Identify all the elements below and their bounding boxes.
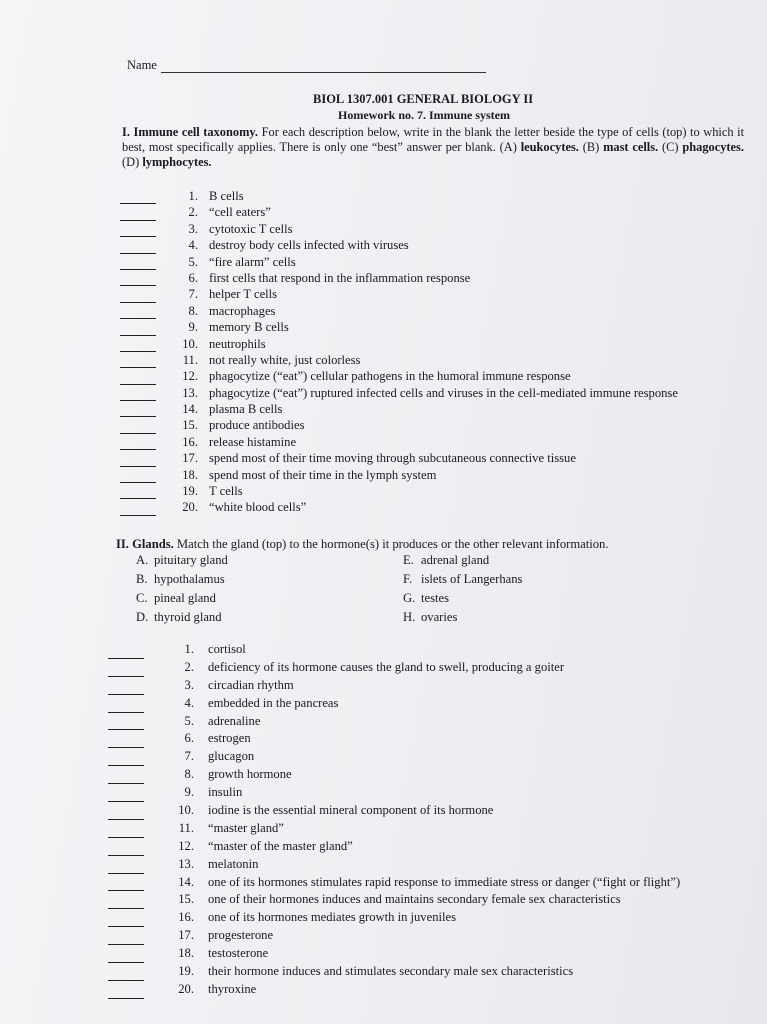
question-text: progesterone <box>208 928 274 943</box>
question-text: “master of the master gland” <box>208 838 353 853</box>
question-number: 11. <box>178 820 194 835</box>
section2-question-list <box>108 641 680 999</box>
question-number: 2. <box>184 659 194 674</box>
question-text: helper T cells <box>209 287 278 302</box>
gland-option <box>403 551 522 570</box>
question-number: 2. <box>188 205 198 220</box>
answer-blank[interactable] <box>120 210 156 221</box>
answer-blank[interactable] <box>120 292 156 303</box>
question-number: 5. <box>188 254 198 269</box>
question-row <box>108 820 680 838</box>
question-row <box>108 748 680 766</box>
question-text: spend most of their time moving through subcutaneous connective tissue <box>209 451 576 466</box>
question-text: plasma B cells <box>209 402 283 417</box>
question-number: 20. <box>182 500 198 515</box>
question-number: 18. <box>178 946 194 961</box>
answer-blank[interactable] <box>108 648 144 659</box>
question-row <box>120 385 678 401</box>
question-number: 12. <box>178 838 194 853</box>
question-row <box>120 368 678 384</box>
question-row <box>120 237 678 253</box>
question-text: iodine is the essential mineral component of its hormone <box>208 803 494 818</box>
question-row <box>120 303 678 319</box>
answer-blank[interactable] <box>108 880 144 891</box>
option-c: phagocytes. <box>682 140 744 154</box>
question-text: first cells that respond in the inflammation response <box>209 270 471 285</box>
question-row <box>108 838 680 856</box>
question-number: 16. <box>178 910 194 925</box>
answer-blank[interactable] <box>108 719 144 730</box>
option-c-letter: (C) <box>661 140 679 154</box>
answer-blank[interactable] <box>108 952 144 963</box>
answer-blank[interactable] <box>108 755 144 766</box>
question-text: phagocytize (“eat”) cellular pathogens in the humoral immune response <box>209 369 571 384</box>
question-number: 9. <box>188 320 198 335</box>
answer-blank[interactable] <box>120 374 156 385</box>
question-text: neutrophils <box>209 336 266 351</box>
glands-right-column <box>403 551 522 627</box>
question-number: 19. <box>182 484 198 499</box>
gland-letter: B. <box>136 572 148 586</box>
answer-blank[interactable] <box>108 773 144 784</box>
section1-question-list <box>120 188 678 516</box>
question-row <box>108 927 680 945</box>
gland-option <box>136 570 228 589</box>
gland-name: hypothalamus <box>154 572 225 586</box>
option-d: lymphocytes. <box>142 155 212 169</box>
question-row <box>120 434 678 450</box>
answer-blank[interactable] <box>108 702 144 713</box>
question-row <box>120 221 678 237</box>
gland-option <box>403 570 522 589</box>
question-number: 4. <box>184 695 194 710</box>
question-text: one of its hormones stimulates rapid response to immediate stress or danger (“fight or flight”) <box>208 874 681 889</box>
question-row <box>108 659 680 677</box>
gland-letter: G. <box>403 591 416 605</box>
question-text: growth hormone <box>208 767 292 782</box>
question-row <box>120 450 678 466</box>
question-row <box>108 677 680 695</box>
answer-blank[interactable] <box>108 684 144 695</box>
question-number: 7. <box>188 287 198 302</box>
answer-blank[interactable] <box>120 341 156 352</box>
gland-name: pineal gland <box>154 591 216 605</box>
question-number: 6. <box>188 270 198 285</box>
option-b-letter: (B) <box>582 140 600 154</box>
question-row <box>108 909 680 927</box>
question-text: thyroxine <box>208 981 257 996</box>
answer-blank[interactable] <box>120 193 156 204</box>
question-row <box>108 730 680 748</box>
question-text: cytotoxic T cells <box>209 221 293 236</box>
question-row <box>108 963 680 981</box>
question-text: “master gland” <box>208 820 284 835</box>
name-field <box>127 58 486 73</box>
question-number: 10. <box>178 803 194 818</box>
question-text: spend most of their time in the lymph system <box>209 467 437 482</box>
option-a: leukocytes. <box>520 140 579 154</box>
question-row <box>108 802 680 820</box>
question-row <box>120 336 678 352</box>
question-text: memory B cells <box>209 320 289 335</box>
question-number: 19. <box>178 964 194 979</box>
answer-blank[interactable] <box>108 809 144 820</box>
gland-letter: E. <box>403 553 414 567</box>
question-row <box>108 891 680 909</box>
question-text: deficiency of its hormone causes the gland to swell, producing a goiter <box>208 659 565 674</box>
question-number: 7. <box>184 749 194 764</box>
question-row <box>108 856 680 874</box>
section1-intro <box>122 125 744 170</box>
question-row <box>108 695 680 713</box>
section2-instructions: Match the gland (top) to the hormone(s) it produces or the other relevant information. <box>176 537 609 551</box>
question-row <box>120 467 678 483</box>
question-text: one of their hormones induces and maintains secondary female sex characteristics <box>208 892 621 907</box>
section2-intro <box>116 537 608 552</box>
section1-heading: I. Immune cell taxonomy. <box>122 125 259 139</box>
question-text: phagocytize (“eat”) ruptured infected cells and viruses in the cell-mediated immune response <box>209 385 678 400</box>
question-number: 8. <box>184 767 194 782</box>
gland-name: pituitary gland <box>154 553 228 567</box>
question-number: 20. <box>178 981 194 996</box>
answer-blank[interactable] <box>120 226 156 237</box>
gland-option <box>403 589 522 608</box>
question-number: 12. <box>182 369 198 384</box>
question-text: “cell eaters” <box>209 205 271 220</box>
gland-option <box>136 551 228 570</box>
question-text: melatonin <box>208 856 259 871</box>
option-d-letter: (D) <box>122 155 140 169</box>
question-row <box>120 483 678 499</box>
question-row <box>108 874 680 892</box>
question-text: T cells <box>209 484 243 499</box>
answer-blank[interactable] <box>120 243 156 254</box>
question-number: 15. <box>182 418 198 433</box>
answer-blank[interactable] <box>120 439 156 450</box>
question-row <box>108 641 680 659</box>
answer-blank[interactable] <box>120 390 156 401</box>
name-blank <box>161 60 486 73</box>
answer-blank[interactable] <box>120 488 156 499</box>
question-number: 6. <box>184 731 194 746</box>
answer-blank[interactable] <box>120 406 156 417</box>
question-row <box>108 766 680 784</box>
answer-blank[interactable] <box>120 505 156 516</box>
question-text: produce antibodies <box>209 418 305 433</box>
question-text: their hormone induces and stimulates secondary male sex characteristics <box>208 964 574 979</box>
answer-blank[interactable] <box>108 737 144 748</box>
question-number: 4. <box>188 238 198 253</box>
question-text: “white blood cells” <box>209 500 307 515</box>
question-number: 14. <box>178 874 194 889</box>
answer-blank[interactable] <box>108 898 144 909</box>
question-number: 11. <box>182 352 198 367</box>
question-text: B cells <box>209 189 244 203</box>
question-row <box>120 270 678 286</box>
question-row <box>120 254 678 270</box>
answer-blank[interactable] <box>108 970 144 981</box>
answer-blank[interactable] <box>120 456 156 467</box>
question-row <box>120 188 678 204</box>
question-text: insulin <box>208 785 243 800</box>
gland-name: ovaries <box>421 610 458 624</box>
question-row <box>120 417 678 433</box>
question-row <box>120 204 678 220</box>
question-row <box>120 319 678 335</box>
question-text: adrenaline <box>208 713 261 728</box>
question-text: circadian rhythm <box>208 677 294 692</box>
answer-blank[interactable] <box>108 791 144 802</box>
answer-blank[interactable] <box>120 325 156 336</box>
question-text: cortisol <box>208 642 246 656</box>
section2-heading: II. Glands. <box>116 537 174 551</box>
question-text: macrophages <box>209 303 276 318</box>
section1-instructions: For each description below, write in the blank the letter beside the type of cells (top) to which it best, most specifically applies. There is only one “best” answer per blank. (A) <box>122 125 745 154</box>
course-title: BIOL 1307.001 GENERAL BIOLOGY II <box>313 92 534 106</box>
gland-letter: C. <box>136 591 148 605</box>
answer-blank[interactable] <box>120 357 156 368</box>
gland-letter: D. <box>136 610 149 624</box>
question-row <box>120 352 678 368</box>
question-text: one of its hormones mediates growth in juveniles <box>208 910 456 925</box>
gland-option <box>136 608 228 627</box>
answer-blank[interactable] <box>120 472 156 483</box>
question-number: 17. <box>178 928 194 943</box>
gland-letter: A. <box>136 553 149 567</box>
gland-name: thyroid gland <box>154 610 222 624</box>
answer-blank[interactable] <box>120 259 156 270</box>
question-number: 3. <box>188 221 198 236</box>
answer-blank[interactable] <box>108 845 144 856</box>
gland-option <box>403 608 522 627</box>
question-text: “fire alarm” cells <box>209 254 296 269</box>
question-number: 5. <box>184 713 194 728</box>
question-row <box>108 713 680 731</box>
question-number: 9. <box>184 785 194 800</box>
question-text: destroy body cells infected with viruses <box>209 238 409 253</box>
question-number: 3. <box>184 677 194 692</box>
question-number: 13. <box>178 856 194 871</box>
question-text: estrogen <box>208 731 251 746</box>
answer-blank[interactable] <box>108 988 144 999</box>
question-number: 16. <box>182 434 198 449</box>
question-text: glucagon <box>208 749 255 764</box>
glands-left-column <box>136 551 228 627</box>
gland-name: testes <box>421 591 449 605</box>
answer-blank[interactable] <box>120 423 156 434</box>
answer-blank[interactable] <box>120 308 156 319</box>
gland-letter: F. <box>403 572 413 586</box>
question-number: 14. <box>182 402 198 417</box>
gland-option <box>136 589 228 608</box>
question-text: testosterone <box>208 946 269 961</box>
homework-title: Homework no. 7. Immune system <box>338 108 510 122</box>
answer-blank[interactable] <box>108 827 144 838</box>
question-number: 1. <box>184 642 194 656</box>
question-row <box>108 981 680 999</box>
name-label: Name <box>127 58 157 72</box>
question-number: 15. <box>178 892 194 907</box>
gland-name: islets of Langerhans <box>421 572 523 586</box>
question-text: release histamine <box>209 434 297 449</box>
gland-letter: H. <box>403 610 416 624</box>
answer-blank[interactable] <box>108 916 144 927</box>
question-row <box>108 784 680 802</box>
option-b: mast cells. <box>603 140 659 154</box>
question-number: 13. <box>182 385 198 400</box>
question-row <box>120 286 678 302</box>
question-number: 1. <box>188 189 198 203</box>
question-row <box>120 401 678 417</box>
question-text: embedded in the pancreas <box>208 695 339 710</box>
question-row <box>120 499 678 515</box>
question-text: not really white, just colorless <box>209 352 361 367</box>
question-number: 18. <box>182 467 198 482</box>
question-number: 17. <box>182 451 198 466</box>
question-row <box>108 945 680 963</box>
question-number: 10. <box>182 336 198 351</box>
answer-blank[interactable] <box>120 275 156 286</box>
answer-blank[interactable] <box>108 863 144 874</box>
question-number: 8. <box>188 303 198 318</box>
answer-blank[interactable] <box>108 666 144 677</box>
answer-blank[interactable] <box>108 934 144 945</box>
gland-name: adrenal gland <box>421 553 490 567</box>
